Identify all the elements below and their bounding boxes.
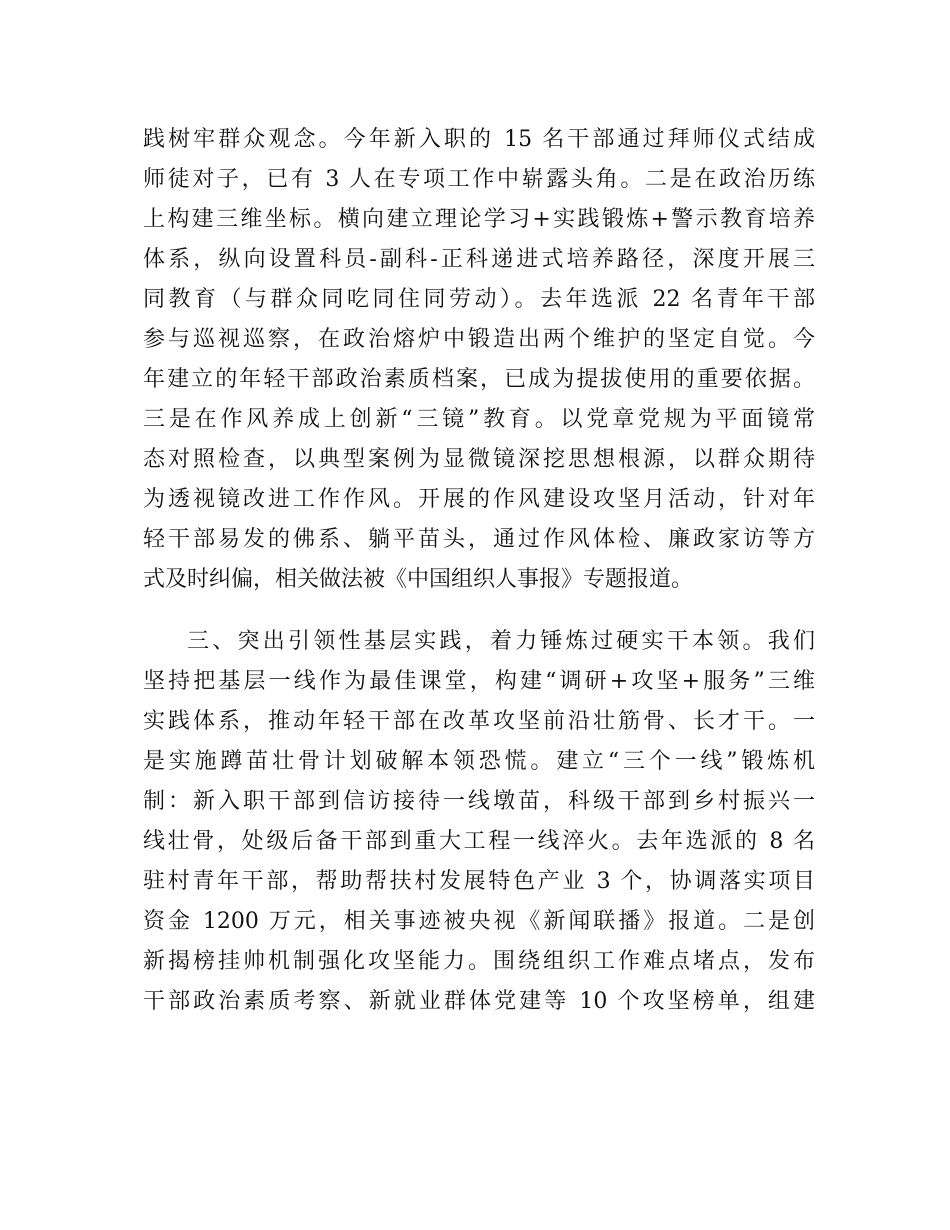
text-line: 态对照检查，以典型案例为显微镜深挖思想根源，以群众期待: [143, 447, 815, 472]
text-line: 轻干部易发的佛系、躺平苗头，通过作风体检、廉政家访等方: [143, 527, 815, 552]
text-line: 参与巡视巡察，在政治熔炉中锻造出两个维护的坚定自觉。今: [143, 327, 815, 352]
text-line: 线壮骨，处级后备干部到重大工程一线淬火。去年选派的 8 名: [143, 829, 815, 854]
text-line: 制：新入职干部到信访接待一线墩苗，科级干部到乡村振兴一: [143, 789, 815, 814]
text-line: 新揭榜挂帅机制强化攻坚能力。围绕组织工作难点堵点，发布: [143, 949, 815, 974]
text-line: 干部政治素质考察、新就业群体党建等 10 个攻坚榜单，组建: [143, 989, 815, 1014]
text-line: 同教育（与群众同吃同住同劳动）。去年选派 22 名青年干部: [143, 287, 815, 312]
text-line: 三是在作风养成上创新“三镜”教育。以党章党规为平面镜常: [143, 407, 815, 432]
text-line: 实践体系，推动年轻干部在改革攻坚前沿壮筋骨、长才干。一: [143, 709, 815, 734]
paragraph-2: [143, 622, 815, 1022]
text-line: 坚持把基层一线作为最佳课堂，构建“调研+攻坚+服务”三维: [143, 669, 815, 694]
text-line: 式及时纠偏，相关做法被《中国组织人事报》专题报道。: [143, 567, 694, 592]
text-line: 践树牢群众观念。今年新入职的 15 名干部通过拜师仪式结成: [143, 127, 815, 152]
text-line: 是实施蹲苗壮骨计划破解本领恐慌。建立“三个一线”锻炼机: [143, 749, 815, 774]
text-line: 三、突出引领性基层实践，着力锤炼过硬实干本领。我们: [187, 629, 815, 654]
text-line: 为透视镜改进工作作风。开展的作风建设攻坚月活动，针对年: [143, 487, 815, 512]
text-line: 上构建三维坐标。横向建立理论学习+实践锻炼+警示教育培养: [143, 207, 815, 232]
text-line: 驻村青年干部，帮助帮扶村发展特色产业 3 个，协调落实项目: [143, 869, 815, 894]
text-line: 体系，纵向设置科员-副科-正科递进式培养路径，深度开展三: [143, 247, 815, 272]
text-line: 年建立的年轻干部政治素质档案，已成为提拔使用的重要依据。: [143, 367, 815, 392]
paragraph-1: [143, 120, 815, 600]
text-line: 师徒对子，已有 3 人在专项工作中崭露头角。二是在政治历练: [143, 167, 815, 192]
text-line: 资金 1200 万元，相关事迹被央视《新闻联播》报道。二是创: [143, 909, 815, 934]
